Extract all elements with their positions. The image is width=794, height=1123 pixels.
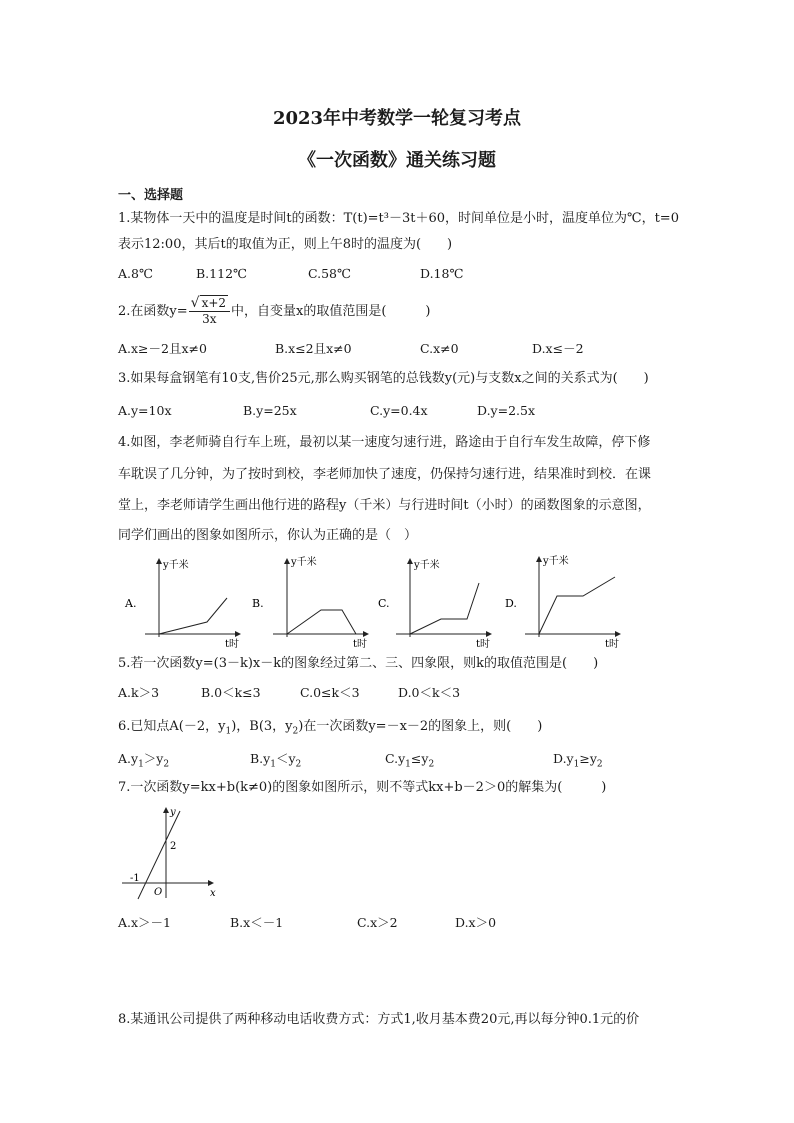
- q2-option-b: B.x≤2且x≠0: [275, 341, 352, 356]
- q2-fraction: $\frac{√ x+2}{3x}$: [189, 296, 230, 327]
- q7-y-intercept-label: 2: [170, 841, 177, 852]
- q7-option-b: B.x＜－1: [230, 915, 284, 930]
- q4-graph-a-xlabel: t时: [225, 639, 240, 650]
- q5-option-b: B.0＜k≤3: [201, 685, 261, 700]
- q2-sqrt-content: x+2: [201, 296, 227, 310]
- q7-option-d: D.x＞0: [455, 915, 497, 930]
- q4-graph-b-label: B.: [252, 597, 264, 610]
- q6-text-part-3: )在一次函数y=－x－2的图象上，则( ): [298, 719, 543, 734]
- document-subtitle: 《一次函数》通关练习题: [298, 150, 496, 171]
- q3-option-a: A.y=10x: [118, 403, 172, 418]
- q4-graph-c: [378, 558, 492, 650]
- q2-option-d: D.x≤－2: [532, 341, 584, 356]
- q4-graph-d-ylabel: y千米: [543, 556, 569, 567]
- q7-x-label: x: [210, 888, 216, 899]
- q5-option-d: D.0＜k＜3: [398, 685, 461, 700]
- q4-graph-a-ylabel: y千米: [163, 560, 189, 571]
- q7-option-c: C.x＞2: [357, 915, 398, 930]
- question-4-line-1: 4.如图，李老师骑自行车上班，最初以某一速度匀速行进，路途由于自行车发生故障，停下修: [118, 435, 651, 450]
- q5-option-a: A.k＞3: [118, 685, 160, 700]
- q4-graphs: [115, 550, 635, 650]
- q6-option-d: $D.y_1\ge y_2$: [553, 751, 603, 770]
- q6-text-part-2: )，B(3，y: [231, 719, 293, 734]
- q6-option-a: $A.y_1>y_2$: [118, 751, 170, 770]
- q4-graph-c-xlabel: t时: [476, 639, 491, 650]
- q1-option-d: D.18℃: [420, 266, 464, 281]
- document-title: 2023年中考数学一轮复习考点: [272, 108, 522, 129]
- q4-graph-b-xlabel: t时: [353, 639, 368, 650]
- q4-graph-b-ylabel: y千米: [291, 557, 317, 568]
- q7-graph: [118, 803, 228, 903]
- question-4-line-4: 同学们画出的图象如图所示，你认为正确的是（ ）: [118, 528, 418, 543]
- q7-y-label: y: [170, 807, 176, 818]
- question-5-line: 5.若一次函数y=(3－k)x－k的图象经过第二、三、四象限，则k的取值范围是( ): [118, 656, 599, 671]
- section-heading-choice: 一、选择题: [118, 188, 184, 203]
- q4-graph-d-label: D.: [505, 597, 517, 610]
- q2-option-c: C.x≠0: [420, 341, 459, 356]
- q4-graph-c-ylabel: y千米: [414, 560, 440, 571]
- q4-graph-a-label: A.: [125, 597, 137, 610]
- q2-option-a: A.x≥－2且x≠0: [118, 341, 207, 356]
- q5-option-c: C.0≤k＜3: [300, 685, 360, 700]
- question-3-line: 3.如果每盒钢笔有10支,售价25元,那么购买钢笔的总钱数y(元)与支数x之间的关系式为( ): [118, 371, 649, 386]
- q1-option-b: B.112℃: [196, 266, 248, 281]
- q7-option-a: A.x＞－1: [118, 915, 172, 930]
- q4-graph-d-xlabel: t时: [605, 639, 620, 650]
- question-1-line-1: 1.某物体一天中的温度是时间t的函数：T(t)=t³－3t＋60，时间单位是小时，温度单位为℃，t=0: [118, 211, 679, 226]
- question-4-line-3: 堂上，李老师请学生画出他行进的路程y（千米）与行进时间t（小时）的函数图象的示意图，: [118, 498, 651, 513]
- q6-sub-1: 1: [225, 726, 232, 737]
- q6-text-part-1: 6.已知点A(－2，y: [118, 719, 226, 734]
- q3-option-b: B.y=25x: [243, 403, 297, 418]
- q6-option-b: $B.y_1<y_2$: [250, 751, 302, 770]
- q1-option-c: C.58℃: [308, 266, 351, 281]
- question-7-line: 7.一次函数y=kx+b(k≠0)的图象如图所示，则不等式kx+b－2＞0的解集为( ): [118, 780, 607, 795]
- q3-option-d: D.y=2.5x: [477, 403, 536, 418]
- question-4-line-2: 车耽误了几分钟，为了按时到校，李老师加快了速度，仍保持匀速行进，结果准时到校．在课: [118, 467, 652, 482]
- question-1-line-2: 表示12:00，其后t的取值为正，则上午8时的温度为( ): [118, 237, 453, 252]
- q3-option-c: C.y=0.4x: [370, 403, 428, 418]
- q4-graph-b: [252, 555, 369, 650]
- q4-graph-c-label: C.: [378, 597, 390, 610]
- question-6-line: [118, 718, 542, 741]
- q1-option-a: A.8℃: [118, 266, 153, 281]
- q6-sub-2: 2: [292, 726, 299, 737]
- question-2-line: [118, 296, 431, 327]
- q4-graph-a: [124, 558, 241, 650]
- q2-prefix: 2.在函数y=: [118, 304, 188, 319]
- q4-graph-d: [505, 554, 621, 650]
- q7-x-intercept-label: -1: [130, 873, 140, 884]
- q6-option-c: $C.y_1\le y_2$: [385, 751, 435, 770]
- q2-denominator: 3x: [202, 312, 217, 326]
- q2-suffix: 中，自变量x的取值范围是( ): [231, 304, 431, 319]
- q7-origin-label: O: [154, 887, 163, 898]
- question-8-line: 8.某通讯公司提供了两种移动电话收费方式：方式1,收月基本费20元,再以每分钟0.1元的价: [118, 1012, 640, 1027]
